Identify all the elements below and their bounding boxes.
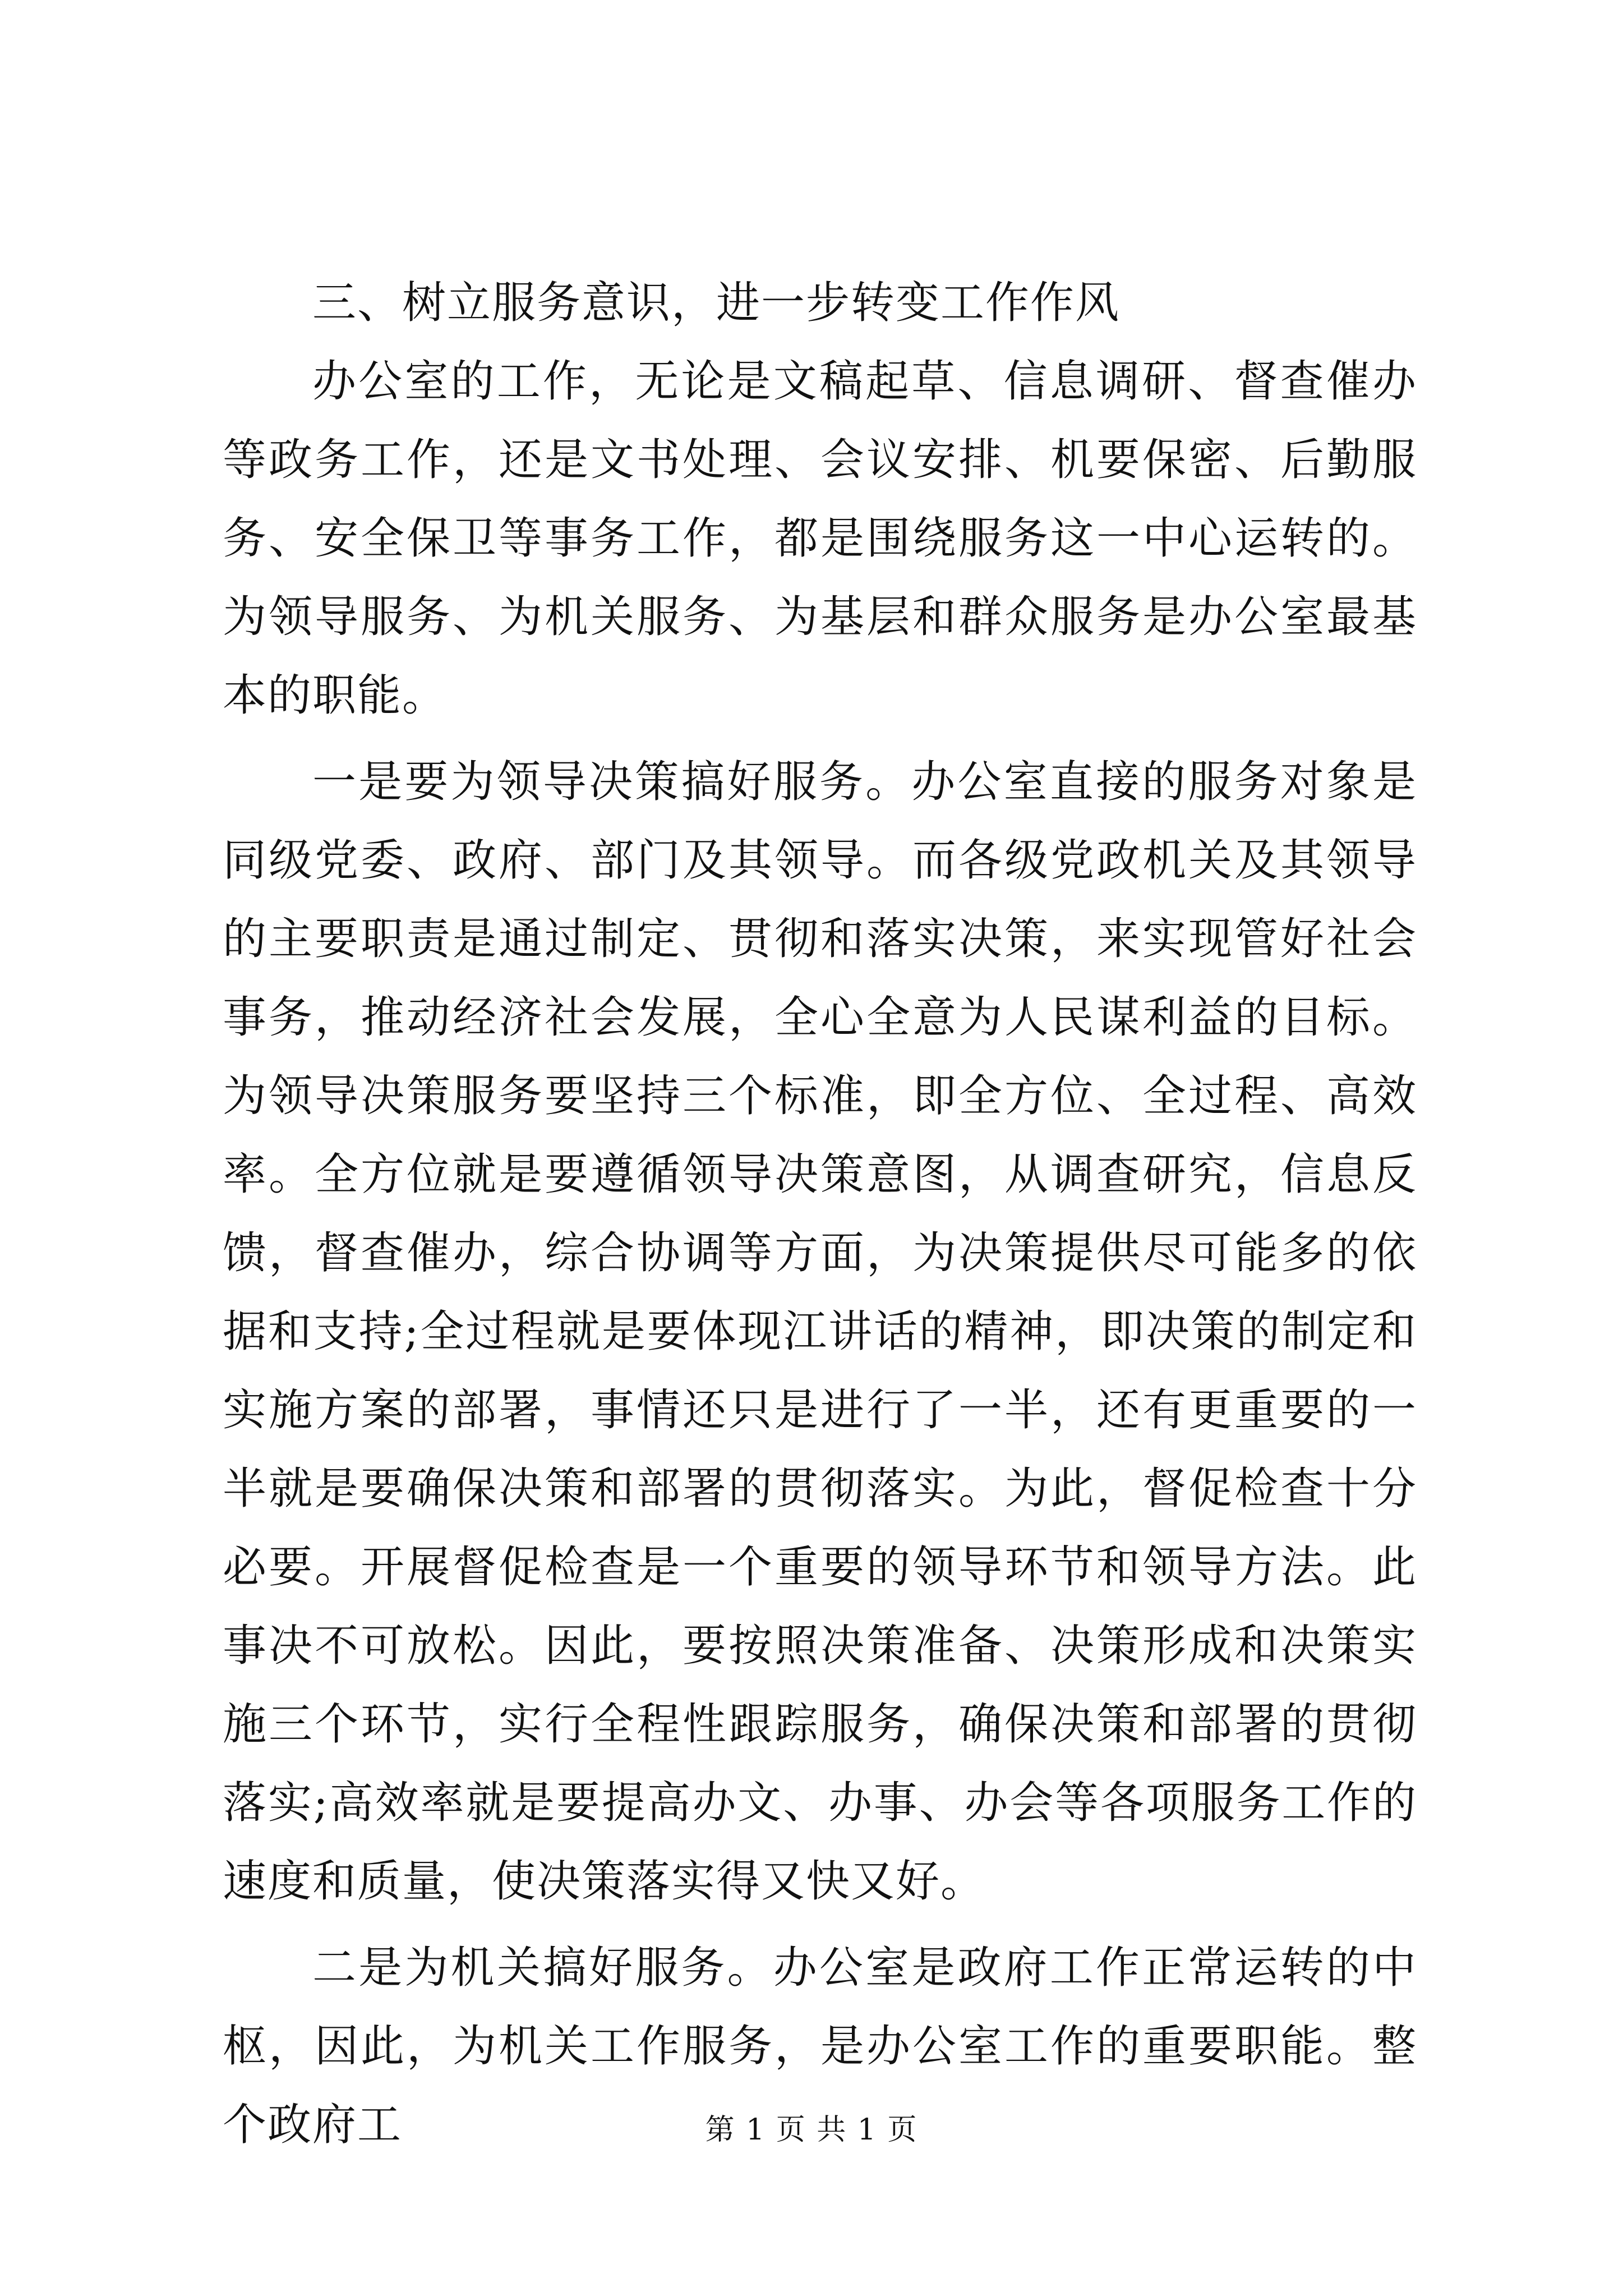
- page-footer: 第 1 页 共 1 页: [705, 2113, 918, 2147]
- paragraph-3: 二是为机关搞好服务。办公室是政府工作正常运转的中枢，因此，为机关工作服务，是办公室工作的重要职能。整个政府工: [223, 1943, 1417, 2150]
- document-body: [223, 264, 1417, 2164]
- section-heading: 三、树立服务意识，进一步转变工作作风: [312, 278, 1121, 328]
- paragraph-2: 一是要为领导决策搞好服务。办公室直接的服务对象是同级党委、政府、部门及其领导。而各级党政机关及其领导的主要职责是通过制定、贯彻和落实决策，来实现管好社会事务，推动经济社会发展，全心全意为人民谋利益的目标。为领导决策服务要坚持三个标准，即全方位、全过程、高效率。全方位就是要遵循领导决策意图，从调查研究，信息反馈，督查催办，综合协调等方面，为决策提供尽可能多的依据和支持;全过程就是要体现江讲话的精神，即决策的制定和实施方案的部署，事情还只是进行了一半，还有更重要的一半就是要确保决策和部署的贯彻落实。为此，督促检查十分必要。开展督促检查是一个重要的领导环节和领导方法。此事决不可放松。因此，要按照决策准备、决策形成和决策实施三个环节，实行全程性跟踪服务，确保决策和部署的贯彻落实;高效率就是要提高办文、办事、办会等各项服务工作的速度和质量，使决策落实得又快又好。: [223, 757, 1417, 1907]
- paragraph-1: 办公室的工作，无论是文稿起草、信息调研、督查催办等政务工作，还是文书处理、会议安排、机要保密、后勤服务、安全保卫等事务工作，都是围绕服务这一中心运转的。为领导服务、为机关服务、为基层和群众服务是办公室最基本的职能。: [223, 356, 1417, 721]
